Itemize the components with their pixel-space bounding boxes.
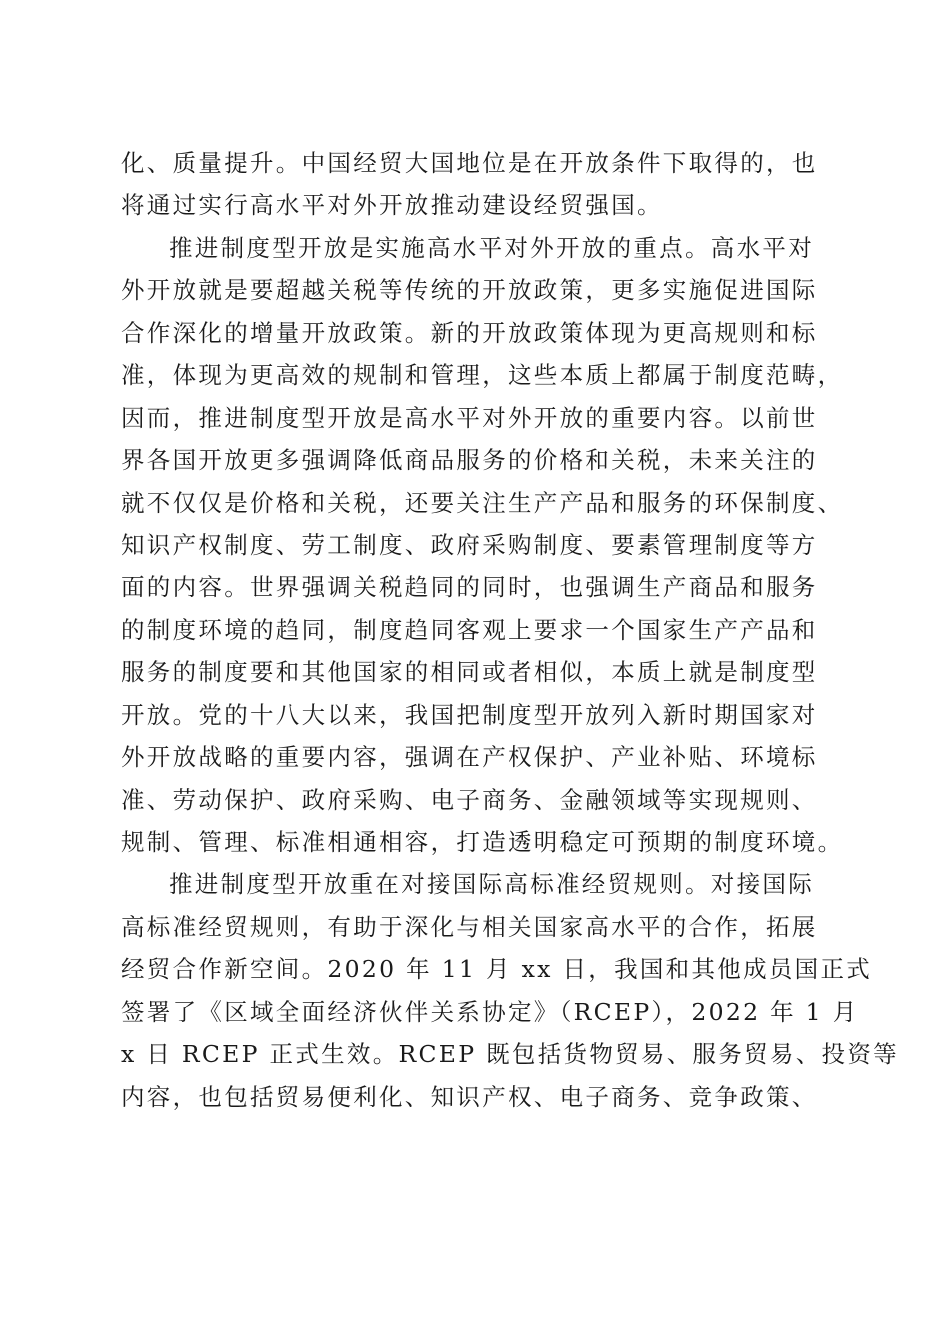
text-line: 面的内容。世界强调关税趋同的同时，也强调生产商品和服务 (121, 573, 818, 602)
text-line: 知识产权制度、劳工制度、政府采购制度、要素管理制度等方 (121, 530, 818, 559)
text-line: 外开放战略的重要内容，强调在产权保护、产业补贴、环境标 (121, 743, 818, 772)
text-line: 高标准经贸规则，有助于深化与相关国家高水平的合作，拓展 (121, 912, 818, 941)
paragraph-first-line: 推进制度型开放是实施高水平对外开放的重点。高水平对 (169, 233, 814, 262)
text-line: 的制度环境的趋同，制度趋同客观上要求一个国家生产产品和 (121, 615, 818, 644)
text-line: 经贸合作新空间。2020 年 11 月 xx 日，我国和其他成员国正式 (121, 955, 873, 984)
text-line: 开放。党的十八大以来，我国把制度型开放列入新时期国家对 (121, 700, 818, 729)
text-line: 合作深化的增量开放政策。新的开放政策体现为更高规则和标 (121, 318, 818, 347)
text-line: 因而，推进制度型开放是高水平对外开放的重要内容。以前世 (121, 403, 818, 432)
text-line: 就不仅仅是价格和关税，还要关注生产产品和服务的环保制度、 (121, 488, 844, 517)
text-line: 将通过实行高水平对外开放推动建设经贸强国。 (121, 191, 663, 220)
document-body (121, 142, 899, 1118)
text-line: 内容，也包括贸易便利化、知识产权、电子商务、竞争政策、 (121, 1082, 818, 1111)
text-line: 服务的制度要和其他国家的相同或者相似，本质上就是制度型 (121, 658, 818, 687)
text-line: 化、质量提升。中国经贸大国地位是在开放条件下取得的，也 (121, 149, 818, 177)
text-line: 界各国开放更多强调降低商品服务的价格和关税，未来关注的 (121, 446, 818, 475)
text-line: x 日 RCEP 正式生效。RCEP 既包括货物贸易、服务贸易、投资等 (121, 1040, 899, 1069)
text-line: 规制、管理、标准相通相容，打造透明稳定可预期的制度环境。 (121, 828, 844, 856)
text-line: 准，体现为更高效的规制和管理，这些本质上都属于制度范畴， (121, 361, 844, 390)
paragraph-first-line: 推进制度型开放重在对接国际高标准经贸规则。对接国际 (169, 870, 814, 899)
text-line: 准、劳动保护、政府采购、电子商务、金融领域等实现规则、 (121, 785, 818, 814)
text-line: 外开放就是要超越关税等传统的开放政策，更多实施促进国际 (121, 276, 818, 305)
text-line: 签署了《区域全面经济伙伴关系协定》（RCEP），2022 年 1 月 (121, 997, 859, 1026)
